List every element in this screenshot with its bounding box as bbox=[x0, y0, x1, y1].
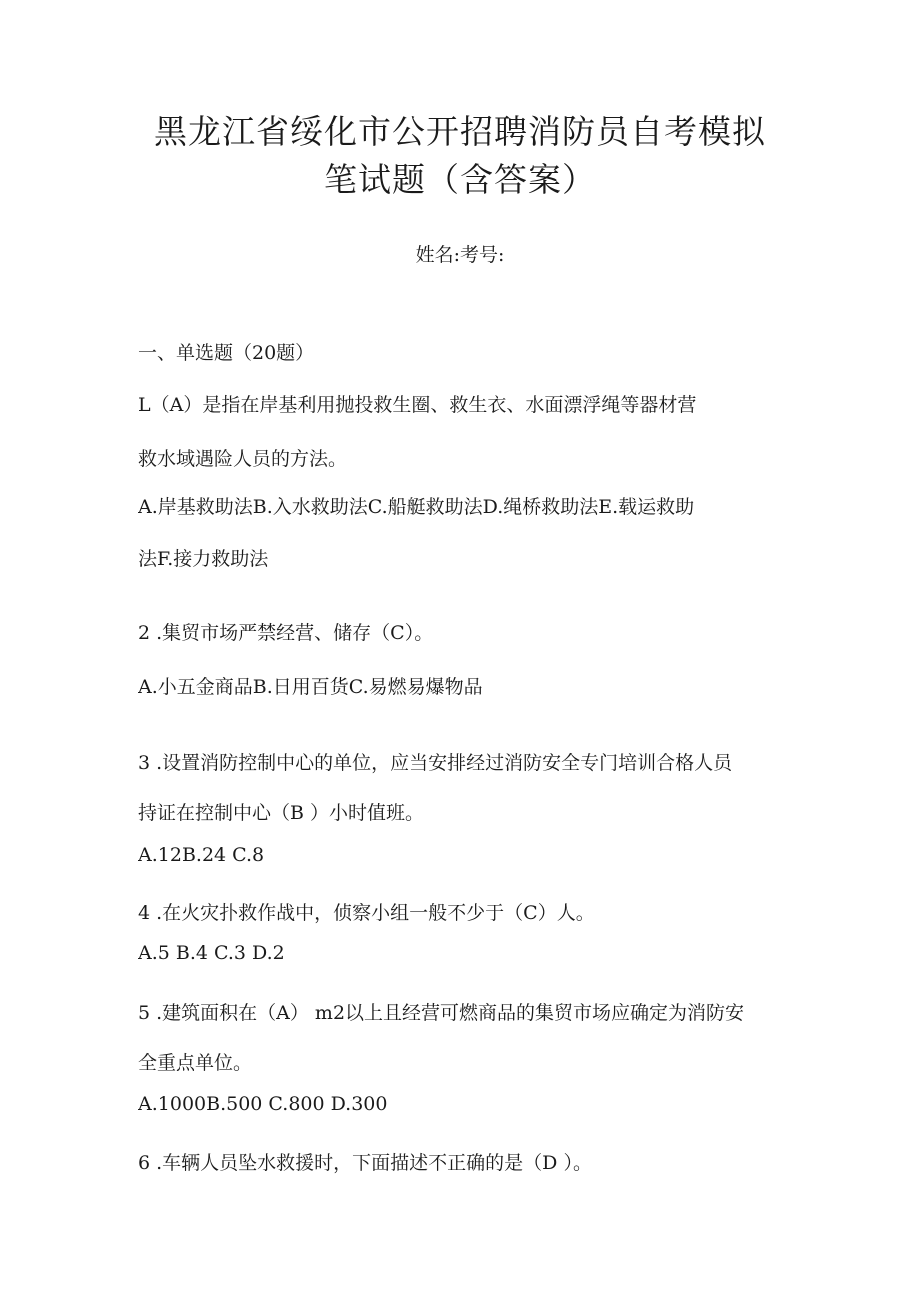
document-title-line-2: 笔试题（含答案） bbox=[324, 160, 596, 199]
question-options-line: A.岸基救助法B.入水救助法C.船艇救助法D.绳桥救助法E.载运救助 bbox=[138, 496, 695, 518]
question-stem-line: 3 .设置消防控制中心的单位，应当安排经过消防安全专门培训合格人员 bbox=[138, 752, 733, 774]
document-title-line-1: 黑龙江省绥化市公开招聘消防员自考模拟 bbox=[154, 112, 766, 151]
question-options-line: A.12B.24 C.8 bbox=[138, 844, 265, 866]
question-options-line: A.5 B.4 C.3 D.2 bbox=[138, 942, 285, 964]
question-stem-line: 4 .在火灾扑救作战中，侦察小组一般不少于（C）人。 bbox=[138, 902, 595, 924]
question-stem-line: 全重点单位。 bbox=[138, 1052, 253, 1074]
question-stem-line: 救水域遇险人员的方法。 bbox=[138, 448, 348, 470]
section-heading: 一、单选题（20题） bbox=[138, 342, 315, 364]
question-stem-line: 6 .车辆人员坠水救援时，下面描述不正确的是（D ）。 bbox=[138, 1152, 592, 1174]
question-stem-line: 5 .建筑面积在（A） m2以上且经营可燃商品的集贸市场应确定为消防安 bbox=[138, 1002, 745, 1024]
question-options-line: 法F.接力救助法 bbox=[138, 548, 269, 570]
question-stem-line: L（A）是指在岸基利用抛投救生圈、救生衣、水面漂浮绳等器材营 bbox=[138, 394, 697, 416]
name-and-exam-number-label: 姓名:考号: bbox=[415, 244, 505, 266]
question-options-line: A.1000B.500 C.800 D.300 bbox=[138, 1093, 388, 1115]
question-stem-line: 持证在控制中心（B ）小时值班。 bbox=[138, 802, 425, 824]
question-stem-line: 2 .集贸市场严禁经营、储存（C）。 bbox=[138, 622, 434, 644]
question-options-line: A.小五金商品B.日用百货C.易燃易爆物品 bbox=[138, 676, 483, 698]
